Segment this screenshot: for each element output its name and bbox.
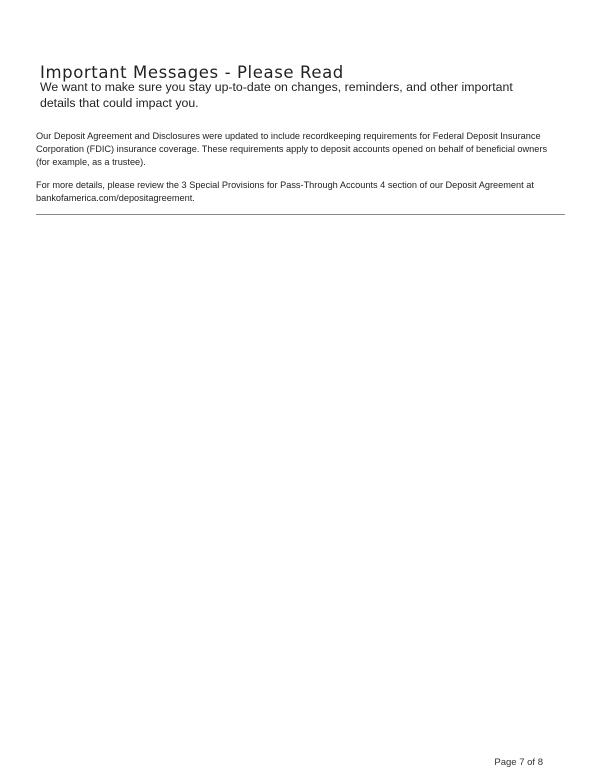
section-divider xyxy=(36,214,565,215)
page-number: Page 7 of 8 xyxy=(494,757,543,768)
message-paragraph-details: For more details, please review the 3 Special Provisions for Pass-Through Accounts 4 section of our Deposit Agreement at bankofamerica.com/depositagreement. xyxy=(36,180,534,204)
section-title: Important Messages - Please Read xyxy=(40,63,344,82)
message-paragraph-fdic: Our Deposit Agreement and Disclosures were updated to include recordkeeping requirements for Federal Deposit Insurance Corporation (FDIC) insurance coverage. These requirements apply to deposit accounts opened on behalf of beneficial owners (for example, as a trustee). xyxy=(36,131,548,168)
section-subtitle: We want to make sure you stay up-to-date on changes, reminders, and other important details that could impact you. xyxy=(40,80,513,110)
